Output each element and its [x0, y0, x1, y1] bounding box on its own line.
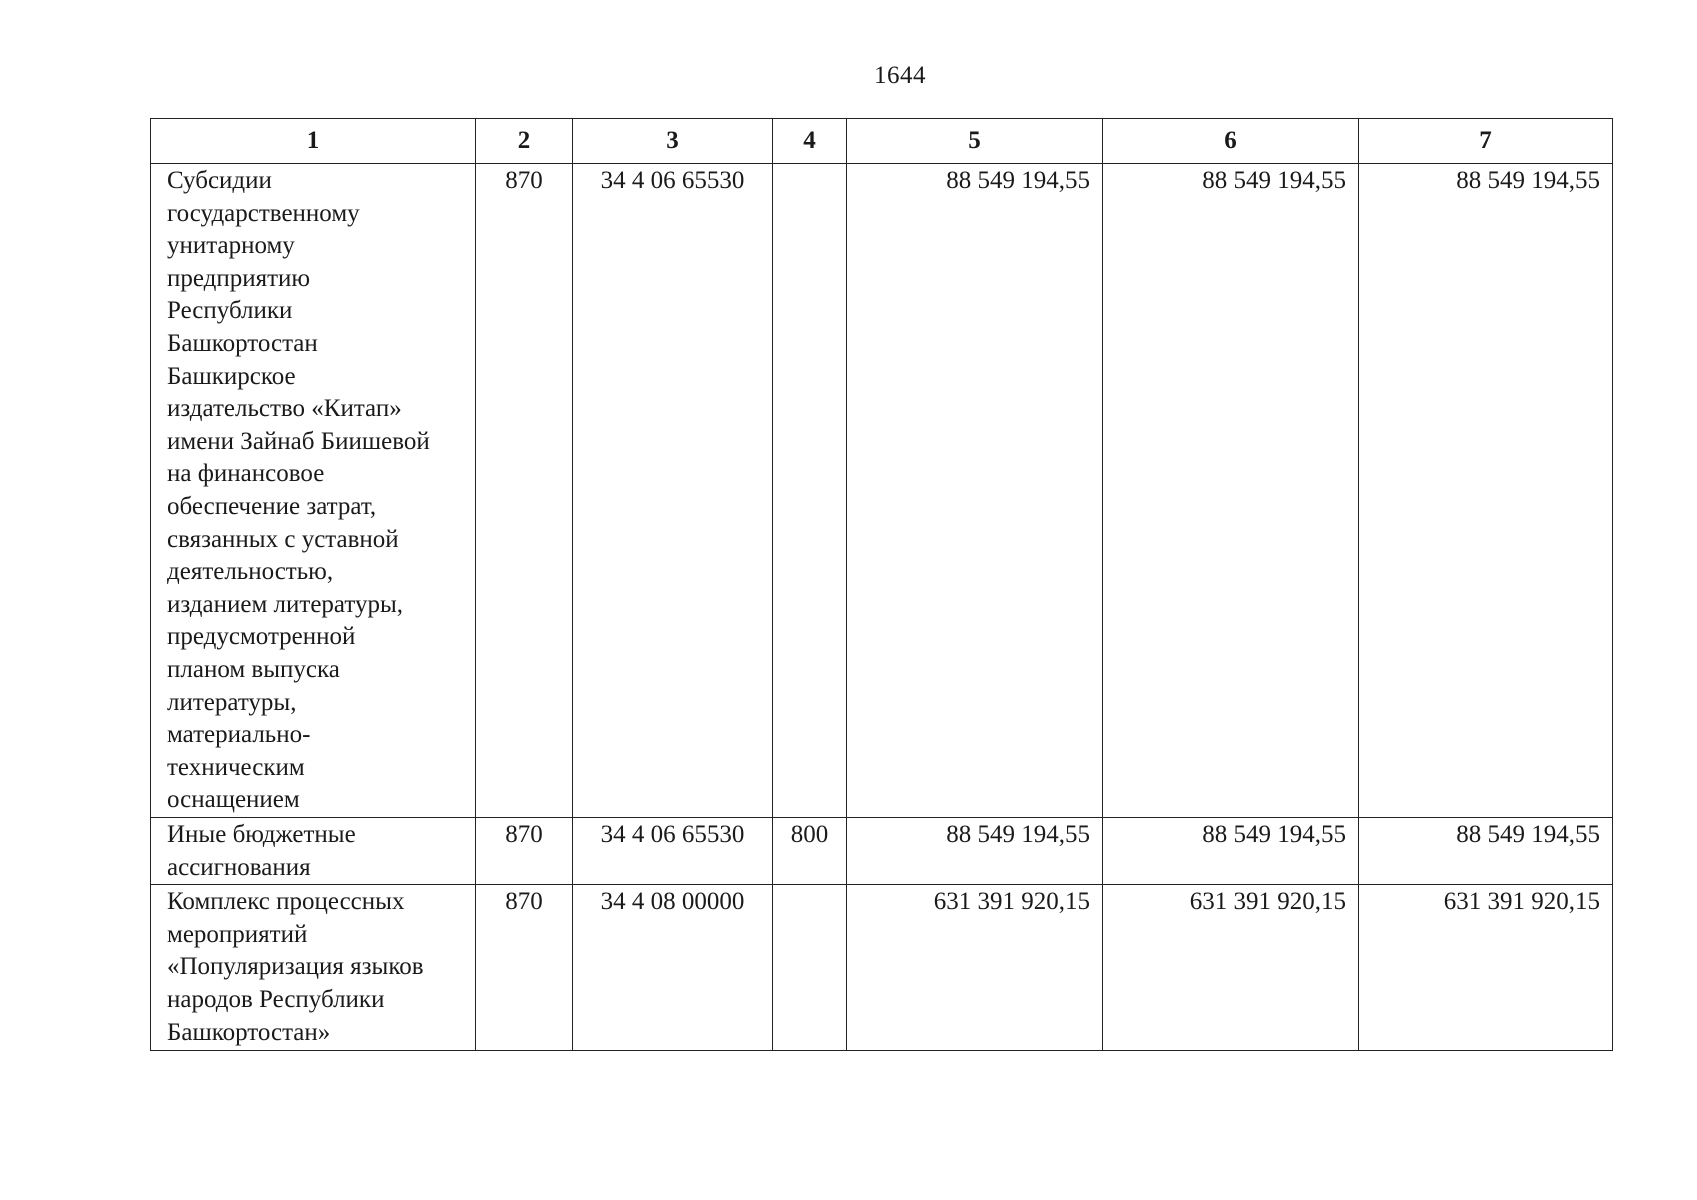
- header-col-2: 2: [476, 119, 573, 164]
- row-code-cell: 870: [476, 818, 573, 885]
- header-col-1: 1: [151, 119, 476, 164]
- row-amount-6: 88 549 194,55: [1103, 164, 1359, 818]
- row-name: Субсидии государственному унитарному предприятию Республики Башкортостан Башкирское издательство «Китап» имени Зайнаб Биишевой на финансовое обеспечение затрат, связанных с уставной деятельностью, изданием литературы, предусмотренной планом выпуска литературы, материально- техническим оснащением: [167, 167, 430, 814]
- budget-table: [150, 118, 1613, 1051]
- header-col-6: 6: [1103, 119, 1359, 164]
- row-amount-5: 631 391 920,15: [847, 885, 1103, 1051]
- row-type-cell: [773, 885, 847, 1051]
- row-name: Комплекс процессных мероприятий «Популяризация языков народов Республики Башкортостан»: [167, 888, 424, 1046]
- header-col-4: 4: [773, 119, 847, 164]
- header-col-7: 7: [1359, 119, 1613, 164]
- row-amount-5: 88 549 194,55: [847, 164, 1103, 818]
- row-amount-7: 631 391 920,15: [1359, 885, 1613, 1051]
- row-name-cell: [151, 885, 476, 1051]
- header-col-3: 3: [573, 119, 773, 164]
- table-header-row: [151, 119, 1613, 164]
- table-row: [151, 164, 1613, 818]
- row-name: Иные бюджетные ассигнования: [167, 821, 356, 881]
- row-target-cell: 34 4 06 65530: [573, 164, 773, 818]
- row-code-cell: 870: [476, 885, 573, 1051]
- row-code-cell: 870: [476, 164, 573, 818]
- table-row: [151, 885, 1613, 1051]
- row-amount-6: 631 391 920,15: [1103, 885, 1359, 1051]
- header-col-5: 5: [847, 119, 1103, 164]
- table-row: [151, 818, 1613, 885]
- row-target-cell: 34 4 08 00000: [573, 885, 773, 1051]
- row-amount-7: 88 549 194,55: [1359, 164, 1613, 818]
- row-name-cell: [151, 164, 476, 818]
- row-amount-7: 88 549 194,55: [1359, 818, 1613, 885]
- row-amount-6: 88 549 194,55: [1103, 818, 1359, 885]
- row-target-cell: 34 4 06 65530: [573, 818, 773, 885]
- page-number: 1644: [874, 62, 926, 89]
- row-type-cell: [773, 164, 847, 818]
- row-name-cell: [151, 818, 476, 885]
- row-amount-5: 88 549 194,55: [847, 818, 1103, 885]
- row-type-cell: 800: [773, 818, 847, 885]
